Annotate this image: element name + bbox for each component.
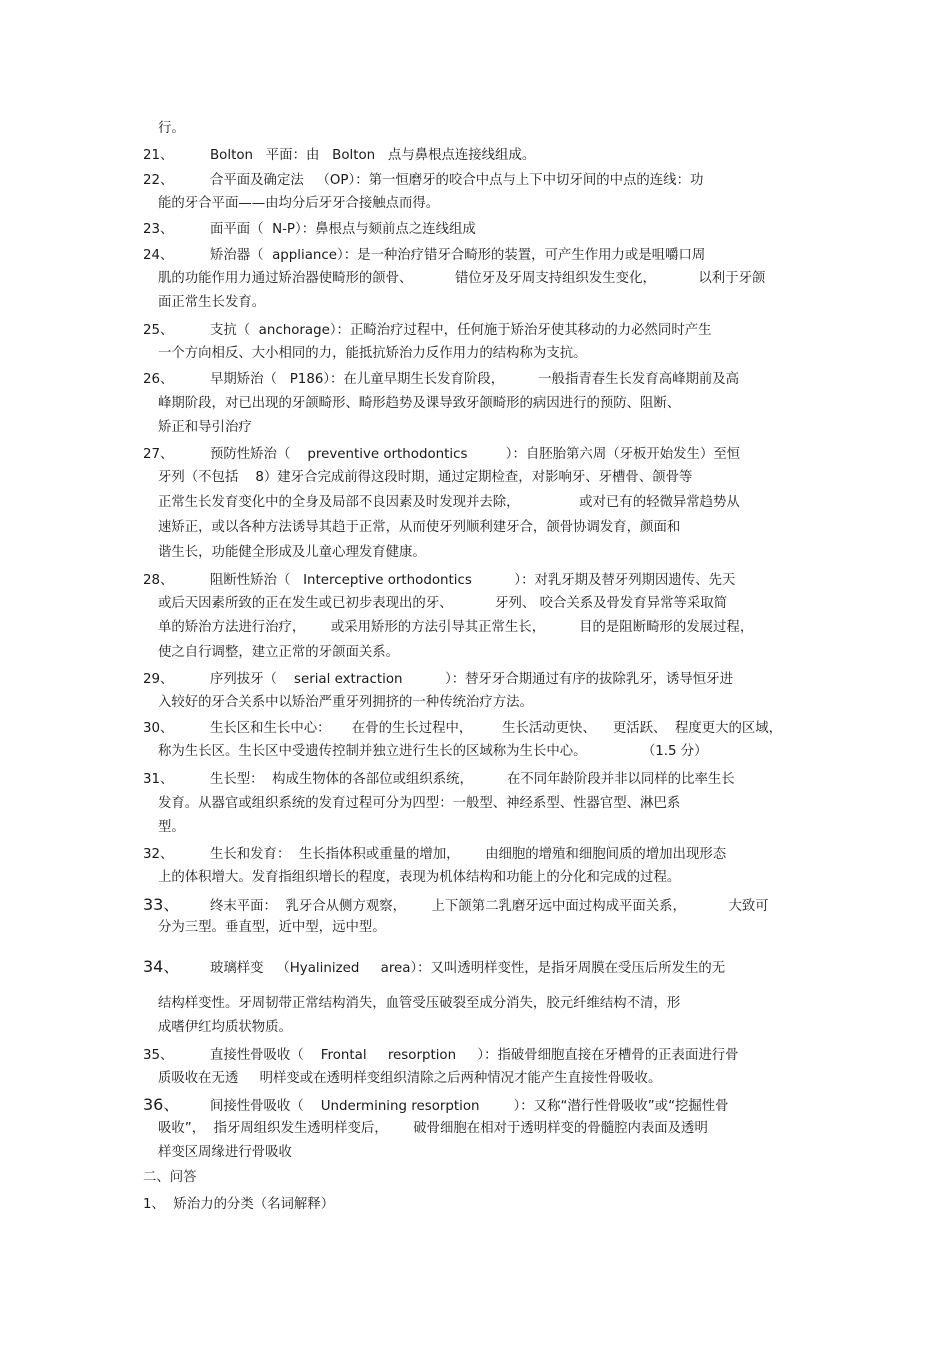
text-line: 21、: [143, 148, 174, 163]
text-line: 正常生长发育变化中的全身及局部不良因素及时发现并去除， 或对已有的轻微异常趋势从: [158, 495, 740, 510]
text-line: 谐生长，功能健全形成及儿童心理发育健康。: [158, 545, 426, 560]
text-line: 预防性矫治（ preventive orthodontics ）：自胚胎第六周（牙板开始发生）至恒: [210, 447, 741, 462]
text-line: 吸收”， 指牙周组织发生透明样变后， 破骨细胞在相对于透明样变的骨髓腔内表面及透明: [158, 1121, 708, 1136]
text-line: 成嗜伊红均质状物质。: [158, 1020, 292, 1035]
text-line: Bolton 平面：由 Bolton 点与鼻根点连接线组成。: [210, 148, 536, 163]
text-line: 生长区和生长中心： 在骨的生长过程中， 生长活动更快、 更活跃、 程度更大的区域，: [210, 721, 783, 736]
text-line: 终末平面： 乳牙合从侧方观察， 上下颌第二乳磨牙远中面过构成平面关系， 大致可: [210, 899, 769, 914]
text-line: 29、: [143, 672, 174, 687]
text-line: 序列拔牙（ serial extraction ）：替牙牙合期通过有序的拔除乳牙，诱导恒牙进: [210, 672, 733, 687]
text-line: 阻断性矫治（ Interceptive orthodontics ）：对乳牙期及替牙列期因遗传、先天: [210, 573, 736, 588]
text-line: 32、: [143, 847, 174, 862]
text-line: 使之自行调整，建立正常的牙颌面关系。: [158, 645, 400, 660]
text-line: 行。: [158, 121, 185, 136]
text-line: 质吸收在无透 明样变或在透明样变组织清除之后两种情况才能产生直接性骨吸收。: [158, 1071, 662, 1086]
text-line: 早期矫治（ P186）：在儿童早期生长发育阶段， 一般指青春生长发育高峰期前及高: [210, 372, 740, 387]
text-line: 单的矫治方法进行治疗， 或采用矫形的方法引导其正常生长， 目的是阻断畸形的发展过程，: [158, 620, 754, 635]
text-line: 一个方向相反、大小相同的力，能抵抗矫治力反作用力的结构称为支抗。: [158, 346, 587, 361]
text-line: 支抗（ anchorage）：正畸治疗过程中，任何施于矫治牙使其移动的力必然同时产生: [210, 323, 712, 338]
text-line: 间接性骨吸收（ Undermining resorption ）：又称“潜行性骨吸收”或“挖掘性骨: [210, 1099, 729, 1114]
text-line: 发育。从器官或组织系统的发育过程可分为四型：一般型、神经系型、性器官型、淋巴系: [158, 796, 681, 811]
text-line: 分为三型。垂直型，近中型，远中型。: [158, 920, 386, 935]
text-line: 23、: [143, 222, 174, 237]
text-line: 能的牙合平面——由均分后牙牙合接触点而得。: [158, 196, 440, 211]
text-line: 22、: [143, 173, 174, 188]
text-line: 面正常生长发育。: [158, 295, 266, 310]
text-line: 入较好的牙合关系中以矫治严重牙列拥挤的一种传统治疗方法。: [158, 695, 533, 710]
text-line: 速矫正，或以各种方法诱导其趋于正常，从而使牙列顺利建牙合，颌骨协调发育，颜面和: [158, 520, 681, 535]
text-line: 26、: [143, 372, 174, 387]
text-line: 峰期阶段，对已出现的牙颌畸形、畸形趋势及课导致牙颌畸形的病因进行的预防、阻断、: [158, 396, 681, 411]
text-line: 1、 矫治力的分类（名词解释）: [143, 1197, 335, 1212]
text-line: 31、: [143, 772, 174, 787]
text-line: 样变区周缘进行骨吸收: [158, 1145, 292, 1160]
text-line: 35、: [143, 1048, 174, 1063]
text-line: 型。: [158, 820, 185, 835]
text-line: 直接性骨吸收（ Frontal resorption ）：指破骨细胞直接在牙槽骨的正表面进行骨: [210, 1048, 739, 1063]
text-line: 面平面（ N-P）：鼻根点与颏前点之连线组成: [210, 222, 476, 237]
text-line: 生长和发育： 生长指体积或重量的增加， 由细胞的增殖和细胞间质的增加出现形态: [210, 847, 727, 862]
text-line: 25、: [143, 323, 174, 338]
text-line: 牙列（不包括 8）建牙合完成前得这段时期，通过定期检查，对影响牙、牙槽骨、颌骨等: [158, 470, 693, 485]
text-line: 二、问答: [143, 1170, 197, 1185]
text-line: 28、: [143, 573, 174, 588]
text-line: 36、: [143, 1095, 180, 1114]
text-line: 矫正和导引治疗: [158, 420, 252, 435]
text-line: 34、: [143, 957, 180, 976]
text-line: 玻璃样变 （Hyalinized area）：又叫透明样变性，是指牙周膜在受压后所发生的无: [210, 961, 726, 976]
text-line: 33、: [143, 895, 180, 914]
text-line: 结构样变性。牙周韧带正常结构消失，血管受压破裂至成分消失，胶元纤维结构不清，形: [158, 996, 681, 1011]
text-line: 24、: [143, 248, 174, 263]
text-line: 或后天因素所致的正在发生或已初步表现出的牙、 牙列、 咬合关系及骨发育异常等采取简: [158, 596, 728, 611]
text-line: 称为生长区。生长区中受遗传控制并独立进行生长的区域称为生长中心。 （1.5 分）: [158, 744, 708, 759]
text-line: 27、: [143, 447, 174, 462]
text-line: 生长型： 构成生物体的各部位或组织系统， 在不同年龄阶段并非以同样的比率生长: [210, 772, 735, 787]
text-line: 矫治器（ appliance）：是一种治疗错牙合畸形的装置，可产生作用力或是咀嚼口周: [210, 248, 706, 263]
text-line: 30、: [143, 721, 174, 736]
text-line: 肌的功能作用力通过矫治器使畸形的颌骨、 错位牙及牙周支持组织发生变化， 以利于牙颌: [158, 271, 766, 286]
text-line: 合平面及确定法 （OP）：第一恒磨牙的咬合中点与上下中切牙间的中点的连线：功: [210, 173, 704, 188]
text-line: 上的体积增大。发育指组织增长的程度，表现为机体结构和功能上的分化和完成的过程。: [158, 870, 681, 885]
